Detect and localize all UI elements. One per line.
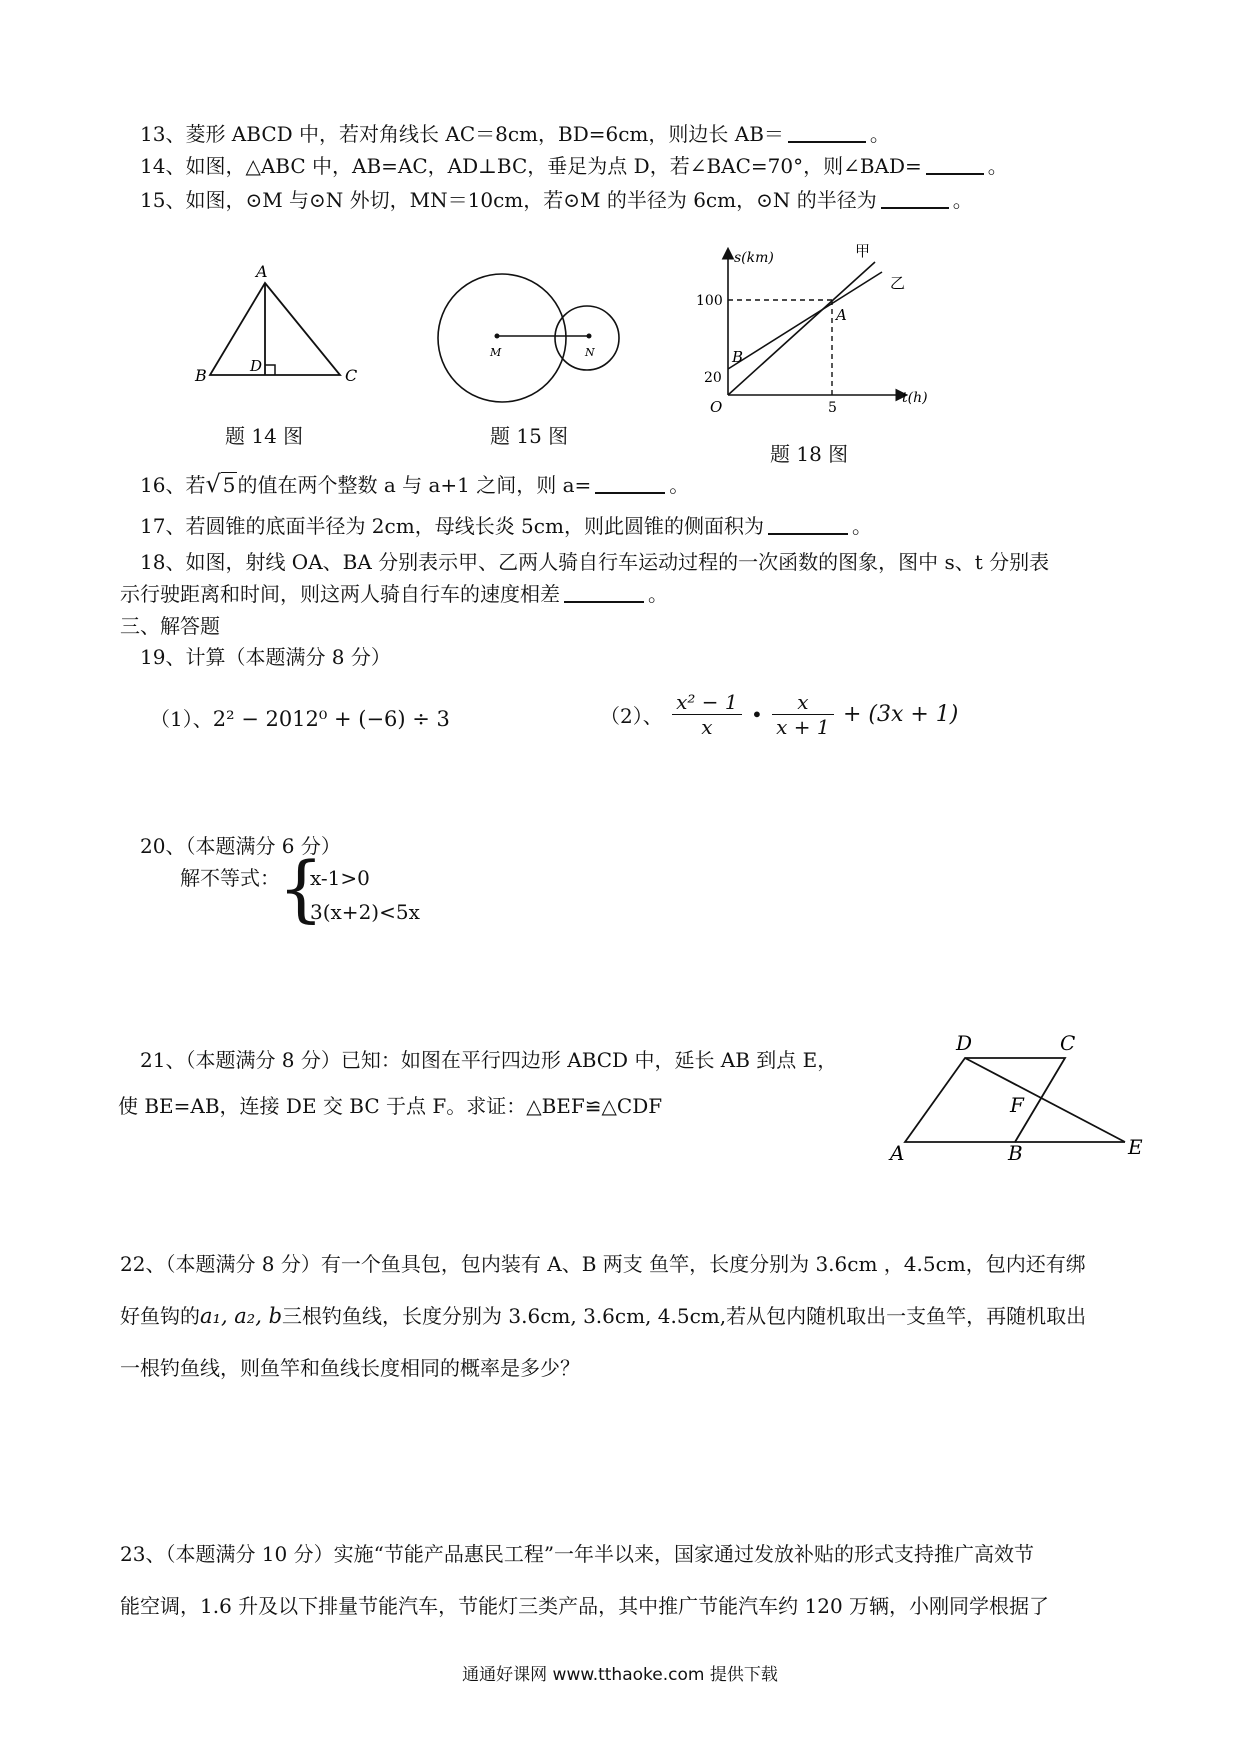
question-14 [140,152,1008,180]
fig14-label-A: A [256,265,268,281]
fig18-y-axis-label: s(km) [734,250,774,266]
question-21-line1: 21、（本题满分 8 分）已知：如图在平行四边形 ABCD 中，延长 AB 到点 E， [140,1048,838,1072]
q19-dot: • [750,702,763,727]
q17-answer-blank [768,513,848,535]
figure-21-parallelogram [880,1030,1160,1165]
fig14-label-D: D [250,357,263,375]
q17-text: 17、若圆锥的底面半径为 2cm，母线长炎 5cm，则此圆锥的侧面积为 [140,514,764,538]
question-21-line2: 使 BE=AB，连接 DE 交 BC 于点 F。求证：△BEF≌△CDF [118,1094,663,1118]
q19-part1-expr: 2² − 2012⁰ + (−6) ÷ 3 [212,707,450,731]
q19-frac1-num: x² − 1 [672,690,742,715]
sqrt-symbol: √ [205,470,221,498]
q20-inequality-2: 3(x+2)<5x [310,900,420,924]
question-22-line2 [120,1302,1086,1330]
question-19-title: 19、计算（本题满分 8 分） [140,645,391,669]
q20-prompt: 解不等式： [180,866,280,890]
question-20-title: 20、（本题满分 6 分） [140,834,341,858]
q19-frac2-den: x + 1 [776,715,830,739]
fig18-caption: 题 18 图 [770,442,849,466]
q16-post: 的值在两个整数 a 与 a+1 之间，则 a= [237,473,592,497]
question-23-line1: 23、（本题满分 10 分）实施“节能产品惠民工程”一年半以来，国家通过发放补贴的形式支持推广高效节 [120,1542,1035,1566]
system-brace: { [278,846,324,930]
q16-end: 。 [669,473,690,497]
figure-15-circles [435,270,635,405]
q18-line2-text: 示行驶距离和时间，则这两人骑自行车的速度相差 [120,582,560,606]
q19-fraction-1 [672,690,742,739]
fig21-label-D: D [956,1031,973,1055]
fig21-label-C: C [1060,1031,1076,1055]
fig18-point-B: B [732,348,744,366]
q19-fraction-2 [772,690,833,739]
fig15-caption: 题 15 图 [490,424,569,448]
q17-end: 。 [851,514,872,538]
question-15 [140,186,973,214]
fig18-origin-label: O [710,398,723,416]
q16-radicand: 5 [222,473,236,497]
fig15-label-N: N [585,346,595,359]
q18-end: 。 [648,582,668,606]
q22-line2-post: 三根钓鱼线，长度分别为 3.6cm, 3.6cm, 4.5cm,若从包内随机取出一支鱼竿，再随机取出 [282,1304,1087,1328]
fig21-label-A: A [890,1141,905,1165]
q19-frac1-den: x [701,715,713,739]
page-footer: 通通好课网 www.tthaoke.com 提供下载 [462,1665,778,1685]
q19-part1 [150,705,450,733]
fig18-tick-5: 5 [828,400,837,416]
q15-end: 。 [952,188,973,212]
question-22-line3: 一根钓鱼线，则鱼竿和鱼线长度相同的概率是多少？ [120,1356,580,1380]
q16-answer-blank [595,472,665,494]
q22-variables: a₁, a₂, b [200,1304,283,1328]
q13-end: 。 [869,122,890,146]
fig21-label-B: B [1008,1141,1023,1165]
q14-text: 14、如图，△ABC 中，AB=AC，AD⊥BC，垂足为点 D，若∠BAC=70°，则∠BAD= [140,154,922,178]
question-17 [140,512,872,540]
question-22-line1: 22、（本题满分 8 分）有一个鱼具包，包内装有 A、B 两支 鱼竿，长度分别为 3.6cm ，4.5cm，包内还有绑 [120,1252,1086,1276]
q19-frac2-num: x [772,690,833,715]
fig14-label-B: B [195,366,207,385]
q15-text: 15、如图，⊙M 与⊙N 外切，MN＝10cm，若⊙M 的半径为 6cm，⊙N 的半径为 [140,188,877,212]
fig18-point-A: A [836,306,847,324]
fig18-line-jia: 甲 [855,242,871,260]
fig18-tick-100: 100 [696,293,723,309]
q19-part2-label: （2）、 [600,704,663,728]
q19-part2-tail: + (3x + 1) [842,702,959,727]
question-16 [140,470,689,499]
question-18-line1: 18、如图，射线 OA、BA 分别表示甲、乙两人骑自行车运动过程的一次函数的图象，图中 s、t 分别表 [140,550,1050,574]
figure-18-graph [690,240,930,420]
fig14-label-C: C [345,366,358,385]
fig21-label-F: F [1010,1093,1024,1117]
question-13 [140,120,890,148]
fig18-tick-20: 20 [704,370,722,386]
q13-answer-blank [788,121,866,143]
fig18-x-axis-label: t(h) [902,390,928,406]
q15-answer-blank [881,187,949,209]
q20-inequality-1: x-1>0 [310,866,370,890]
q14-end: 。 [987,154,1008,178]
q19-part2 [600,690,958,739]
q14-answer-blank [926,153,984,175]
q16-pre: 16、若 [140,473,206,497]
figure-14-triangle [190,265,370,395]
fig21-label-E: E [1128,1135,1143,1159]
fig15-label-M: M [490,346,502,359]
q19-part1-label: （1）、 [150,707,213,731]
fig14-caption: 题 14 图 [225,424,304,448]
q18-answer-blank [564,581,644,603]
q22-line2-pre: 好鱼钩的 [120,1304,200,1328]
question-18-line2 [120,580,668,608]
q13-text: 13、菱形 ABCD 中，若对角线长 AC＝8cm，BD=6cm，则边长 AB＝ [140,122,784,146]
fig18-line-yi: 乙 [890,274,906,292]
question-23-line2: 能空调，1.6 升及以下排量节能汽车，节能灯三类产品，其中推广节能汽车约 120 万辆，小刚同学根据了 [120,1594,1050,1618]
section-3-heading: 三、解答题 [120,614,220,638]
